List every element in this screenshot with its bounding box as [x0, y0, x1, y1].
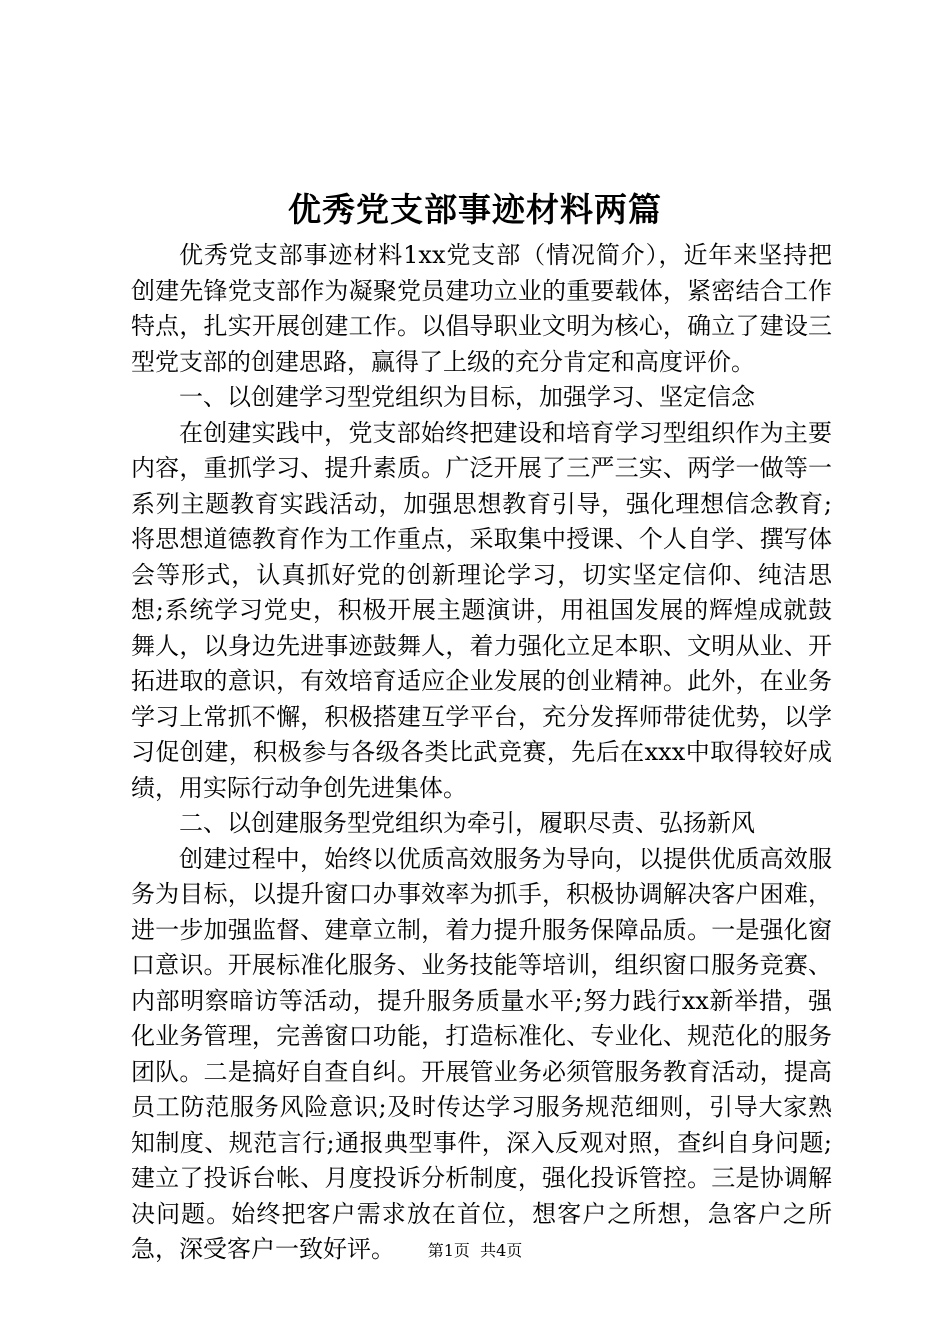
section-heading-1: 一、以创建学习型党组织为目标，加强学习、坚定信念: [179, 383, 755, 411]
page-number-label: 第1页 共4页: [427, 1241, 523, 1260]
paragraph-intro: 优秀党支部事迹材料1xx党支部（情况简介），近年来坚持把创建先锋党支部作为凝聚党员建功立业的重要载体，紧密结合工作特点，扎实开展创建工作。以倡导职业文明为核心，确立了建设三型党支部的创建思路，赢得了上级的充分肯定和高度评价。: [131, 241, 832, 376]
document-title: 优秀党支部事迹材料两篇: [288, 190, 662, 229]
section-heading-2: 二、以创建服务型党组织为牵引，履职尽责、弘扬新风: [179, 809, 755, 837]
paragraph-section-2: 创建过程中，始终以优质高效服务为导向，以提供优质高效服务为目标，以提升窗口办事效率为抓手，积极协调解决客户困难，进一步加强监督、建章立制，着力提升服务保障品质。一是强化窗口意识。开展标准化服务、业务技能等培训，组织窗口服务竞赛、内部明察暗访等活动，提升服务质量水平;努力践行xx新举措，强化业务管理，完善窗口功能，打造标准化、专业化、规范化的服务团队。二是搞好自查自纠。开展管业务必须管服务教育活动，提高员工防范服务风险意识;及时传达学习服务规范细则，引导大家熟知制度、规范言行;通报典型事件，深入反观对照，查纠自身问题;建立了投诉台帐、月度投诉分析制度，强化投诉管控。三是协调解决问题。始终把客户需求放在首位，想客户之所想，急客户之所急，深受客户一致好评。: [131, 844, 832, 1263]
page-footer: [0, 1240, 950, 1262]
document-body: [131, 238, 832, 1268]
paragraph-section-1: 在创建实践中，党支部始终把建设和培育学习型组织作为主要内容，重抓学习、提升素质。广泛开展了三严三实、两学一做等一系列主题教育实践活动，加强思想教育引导，强化理想信念教育;将思想道德教育作为工作重点，采取集中授课、个人自学、撰写体会等形式，认真抓好党的创新理论学习，切实坚定信仰、纯洁思想;系统学习党史，积极开展主题演讲，用祖国发展的辉煌成就鼓舞人，以身边先进事迹鼓舞人，着力强化立足本职、文明从业、开拓进取的意识，有效培育适应企业发展的创业精神。此外，在业务学习上常抓不懈，积极搭建互学平台，充分发挥师带徒优势，以学习促创建，积极参与各级各类比武竞赛，先后在xxx中取得较好成绩，用实际行动争创先进集体。: [131, 418, 832, 802]
